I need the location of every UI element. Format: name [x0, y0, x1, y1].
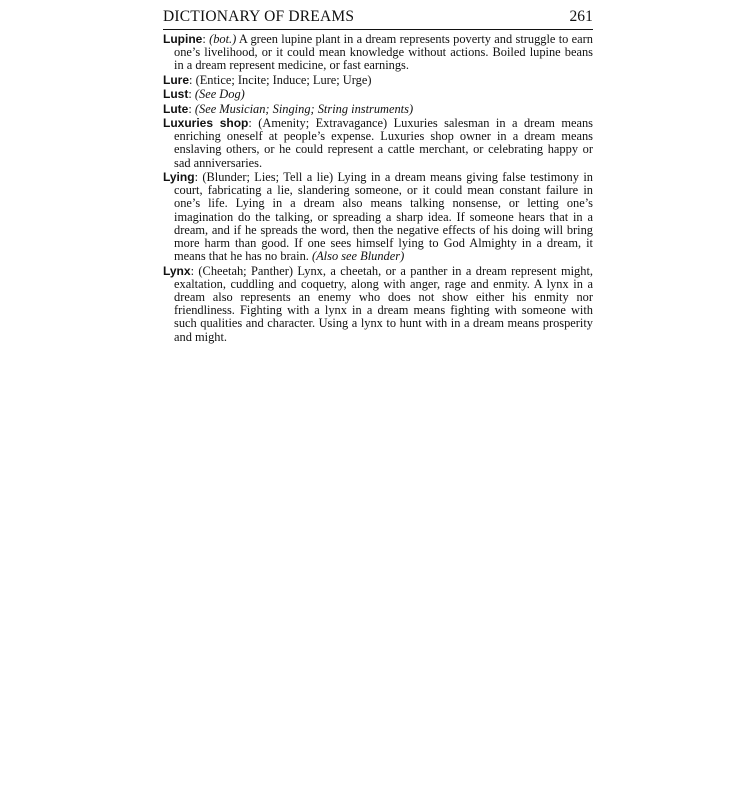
cross-reference: (Also see Blunder) [311, 249, 405, 264]
entry-label-italic: (bot.) [209, 32, 237, 46]
dictionary-entries [163, 33, 593, 344]
book-title: DICTIONARY OF DREAMS [163, 8, 355, 25]
running-head [163, 8, 593, 30]
headword: Luxuries shop [163, 115, 249, 130]
entry-lust: Lust: (See Dog) [163, 87, 245, 102]
entry-text: (Amenity; Extravagance) Luxuries salesman in a dream means enriching oneself at people’s expense. Luxuries shop owner in a dream means enslaving others, or he could represent a cattle merchant, or celebrating happy or sad anniversaries. [174, 115, 594, 170]
headword: Lying [163, 169, 195, 184]
entry-text: A green lupine plant in a dream represents poverty and struggle to earn one’s livelihood, or it could mean knowledge without actions. Boiled lupine beans in a dream represent medicine, or fast earnings. [174, 32, 593, 73]
entry-lying: Lying: (Blunder; Lies; Tell a lie) Lying in a dream means giving false testimony in court, fabricating a lie, slandering someone, or it could mean constant failure in one’s life. Lying in a dream also means talking nonsense, or letting one’s imagination do the talking, or spreading a sharp idea. If someone hears that in a dream, and if he spreads the word, then the negative effects of his doing will bring more harm than good. If one sees himself lying to God Almighty in a dream, it means that he has no brain. (Also see Blunder) [163, 169, 593, 264]
headword: Lust [163, 87, 189, 102]
page-number: 261 [569, 8, 593, 25]
headword: Lure [163, 72, 190, 87]
cross-reference: (See Musician; Singing; String instruments) [194, 101, 414, 116]
entry-lure: Lure: (Entice; Incite; Induce; Lure; Urge) [163, 72, 372, 87]
entry-text: (Blunder; Lies; Tell a lie) Lying in a dream means giving false testimony in court, fabricating a lie, slandering someone, or it could mean constant failure in one’s life. Lying in a dream also means talking nonsense, or letting one’s imagination do the talking, or spreading a sharp idea. If someone hears that in a dream, and if he spreads the word, then the negative effects of his doing will bring more harm than good. If one sees himself lying to God Almighty in a dream, it means that he has no brain. [174, 169, 593, 264]
headword: Lynx [163, 263, 191, 278]
entry-lupine: Lupine: (bot.) A green lupine plant in a dream represents poverty and struggle to earn one’s livelihood, or it could mean knowledge without actions. Boiled lupine beans in a dream represent medicine, or fast earnings. [163, 32, 593, 73]
entry-text: (Cheetah; Panther) Lynx, a cheetah, or a panther in a dream represent might, exaltation, cuddling and coquetry, along with anger, rage and enmity. A lynx in a dream also represents an enemy who does not show either his enmity nor friendliness. Fighting with a lynx in a dream means fighting with someone with such qualities and character. Using a lynx to hunt with in a dream means prosperity and might. [174, 263, 593, 344]
cross-reference: (See Dog) [194, 87, 245, 102]
headword: Lute [163, 101, 189, 116]
book-page [163, 8, 593, 345]
entry-text: (Entice; Incite; Induce; Lure; Urge) [195, 72, 372, 87]
headword: Lupine [163, 32, 203, 46]
entry-luxuries-shop: Luxuries shop: (Amenity; Extravagance) Luxuries salesman in a dream means enriching oneself at people’s expense. Luxuries shop owner in a dream means enslaving others, or he could represent a cattle merchant, or celebrating happy or sad anniversaries. [163, 115, 594, 170]
entry-lynx: Lynx: (Cheetah; Panther) Lynx, a cheetah, or a panther in a dream represent might, exaltation, cuddling and coquetry, along with anger, rage and enmity. A lynx in a dream also represents an enemy who does not show either his enmity nor friendliness. Fighting with a lynx in a dream means fighting with someone with such qualities and character. Using a lynx to hunt with in a dream means prosperity and might. [163, 263, 593, 344]
entry-lute: Lute: (See Musician; Singing; String instruments) [163, 101, 414, 116]
